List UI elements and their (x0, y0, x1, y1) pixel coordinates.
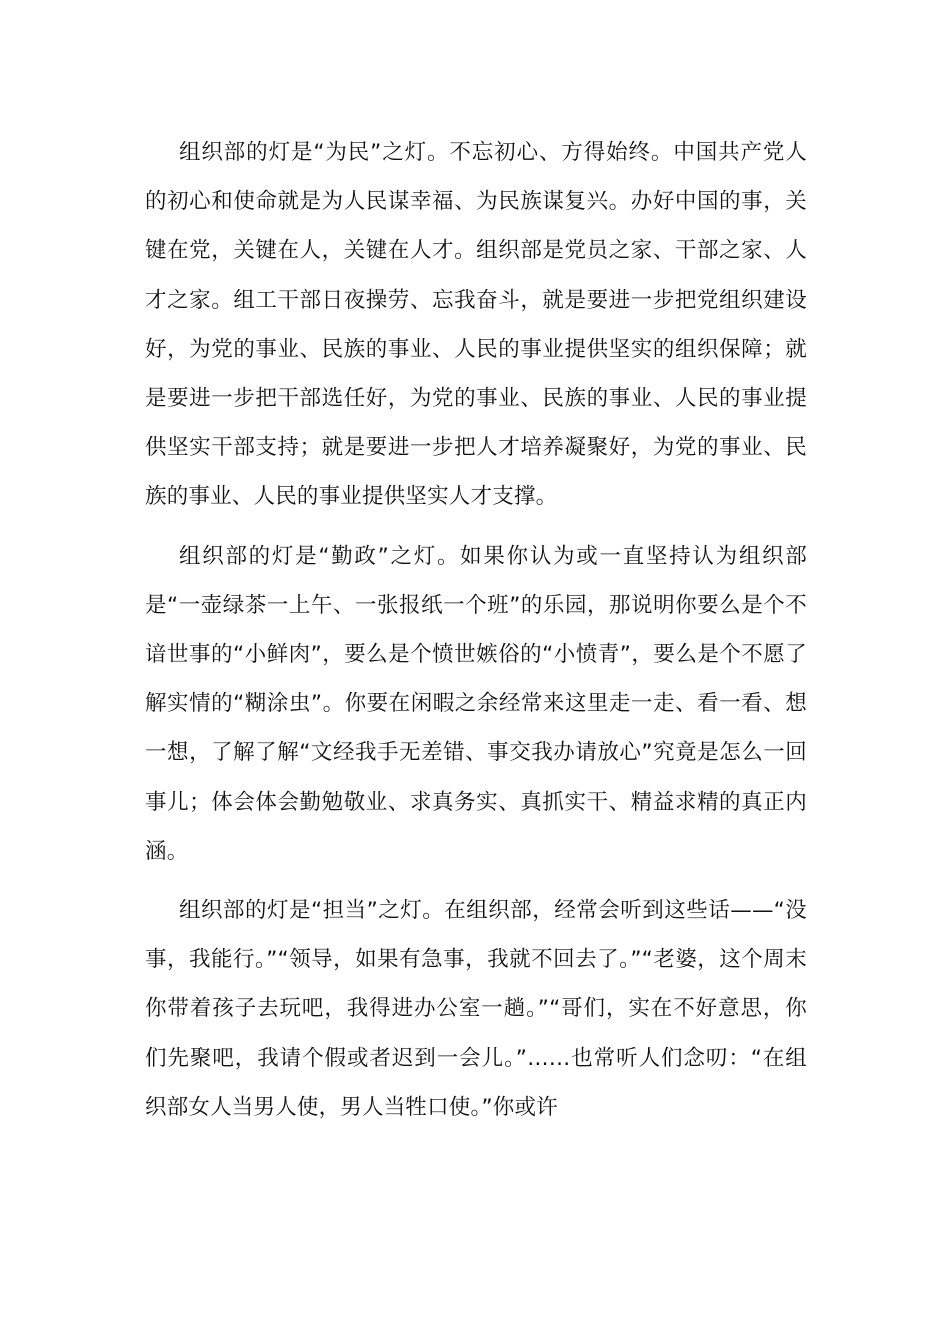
paragraph-1: 组织部的灯是“为民”之灯。不忘初心、方得始终。中国共产党人的初心和使命就是为人民谋幸福、为民族谋复兴。办好中国的事，关键在党，关键在人，关键在人才。组织部是党员之家、干部之家、人才之家。组工干部日夜操劳、忘我奋斗，就是要进一步把党组织建设好，为党的事业、民族的事业、人民的事业提供坚实的组织保障；就是要进一步把干部选任好，为党的事业、民族的事业、人民的事业提供坚实干部支持；就是要进一步把人才培养凝聚好，为党的事业、民族的事业、人民的事业提供坚实人才支撑。 (145, 140, 807, 510)
paragraph-2: 组织部的灯是“勤政”之灯。如果你认为或一直坚持认为组织部是“一壶绿茶一上午、一张报纸一个班”的乐园，那说明你要么是个不谙世事的“小鲜肉”，要么是个愤世嫉俗的“小愤青”，要么是个不愿了解实情的“糊涂虫”。你要在闲暇之余经常来这里走一走、看一看、想一想，了解了解“文经我手无差错、事交我办请放心”究竟是怎么一回事儿；体会体会勤勉敬业、求真务实、真抓实干、精益求精的真正内涵。 (145, 543, 807, 864)
paragraph-3: 组织部的灯是“担当”之灯。在组织部，经常会听到这些话——“没事，我能行。”“领导，如果有急事，我就不回去了。”“老婆，这个周末你带着孩子去玩吧，我得进办公室一趟。”“哥们，实在不好意思，你们先聚吧，我请个假或者迟到一会儿。”……也常听人们念叨：“在组织部女人当男人使，男人当牲口使。”你或许 (145, 898, 807, 1120)
document-body (145, 128, 807, 1142)
